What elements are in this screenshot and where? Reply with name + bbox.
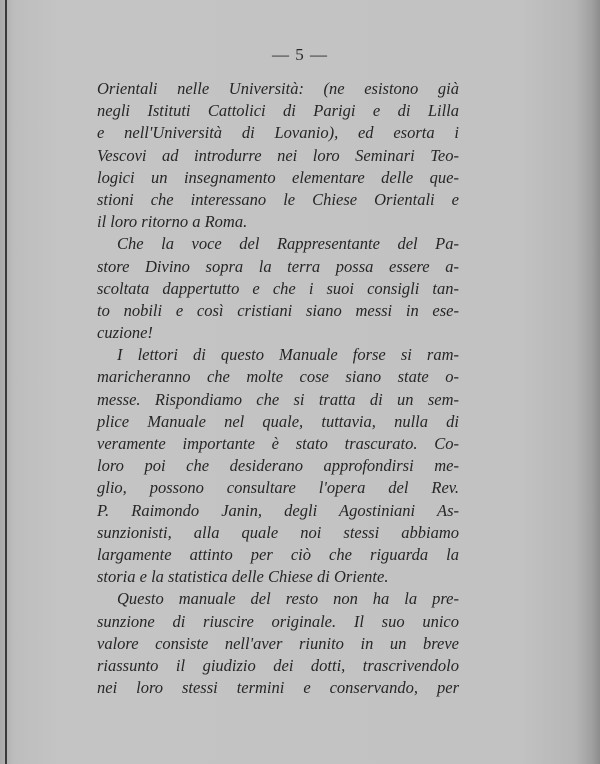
text-line: veramente importante è stato trascurato. Co- [97,434,459,453]
text-line: P. Raimondo Janin, degli Agostiniani As- [97,500,459,520]
text-line: scoltata dappertutto e che i suoi consigli tan- [97,278,459,298]
text-line: sunzione di riuscire originale. Il suo unico [97,611,459,631]
text-line: plice Manuale nel quale, tuttavia, nulla di [97,411,459,431]
text-line: Vescovi ad introdurre nei loro Seminari Teo- [97,145,459,165]
text-line: stioni che interessano le Chiese Orientali e [97,189,459,209]
text-line: cuzione! [97,323,153,343]
text-line: Questo manuale del resto non ha la pre- [117,589,459,609]
text-line: maricheranno che molte cose siano state o- [97,367,459,387]
paragraph [97,233,459,344]
page-number: — 5 — [272,45,328,64]
text-line: nei loro stessi termini e conservando, per [97,678,459,698]
text-line: il loro ritorno a Roma. [97,212,248,232]
text-line: storia e la statistica delle Chiese di Oriente. [97,567,389,587]
text-line: negli Istituti Cattolici di Parigi e di Lilla [97,101,459,121]
text-line: to nobili e così cristiani siano messi in ese- [97,300,459,320]
text-line: loro poi che desiderano approfondirsi me- [97,456,459,476]
text-line: store Divino sopra la terra possa essere a- [97,256,459,276]
paragraph [97,344,459,588]
text-line: valore consiste nell'aver riunito in un breve [97,633,459,653]
paragraph [97,588,459,699]
body-text [97,78,459,699]
text-line: Orientali nelle Università: (ne esistono già [97,79,459,98]
text-line: sunzionisti, alla quale noi stessi abbiamo [97,522,459,542]
text-line: riassunto il giudizio dei dotti, trascrivendolo [97,655,459,675]
paragraph [97,78,459,233]
text-line: Che la voce del Rappresentante del Pa- [117,234,459,254]
text-line: logici un insegnamento elementare delle que- [97,167,459,187]
text-line: glio, possono consultare l'opera del Rev. [97,478,459,498]
binding-edge [5,0,7,764]
text-line: e nell'Università di Lovanio), ed esorta i [97,123,459,143]
text-line: largamente attinto per ciò che riguarda la [97,544,459,564]
text-line: I lettori di questo Manuale forse si ram- [117,345,459,365]
text-line: messe. Rispondiamo che si tratta di un sem- [97,389,459,409]
